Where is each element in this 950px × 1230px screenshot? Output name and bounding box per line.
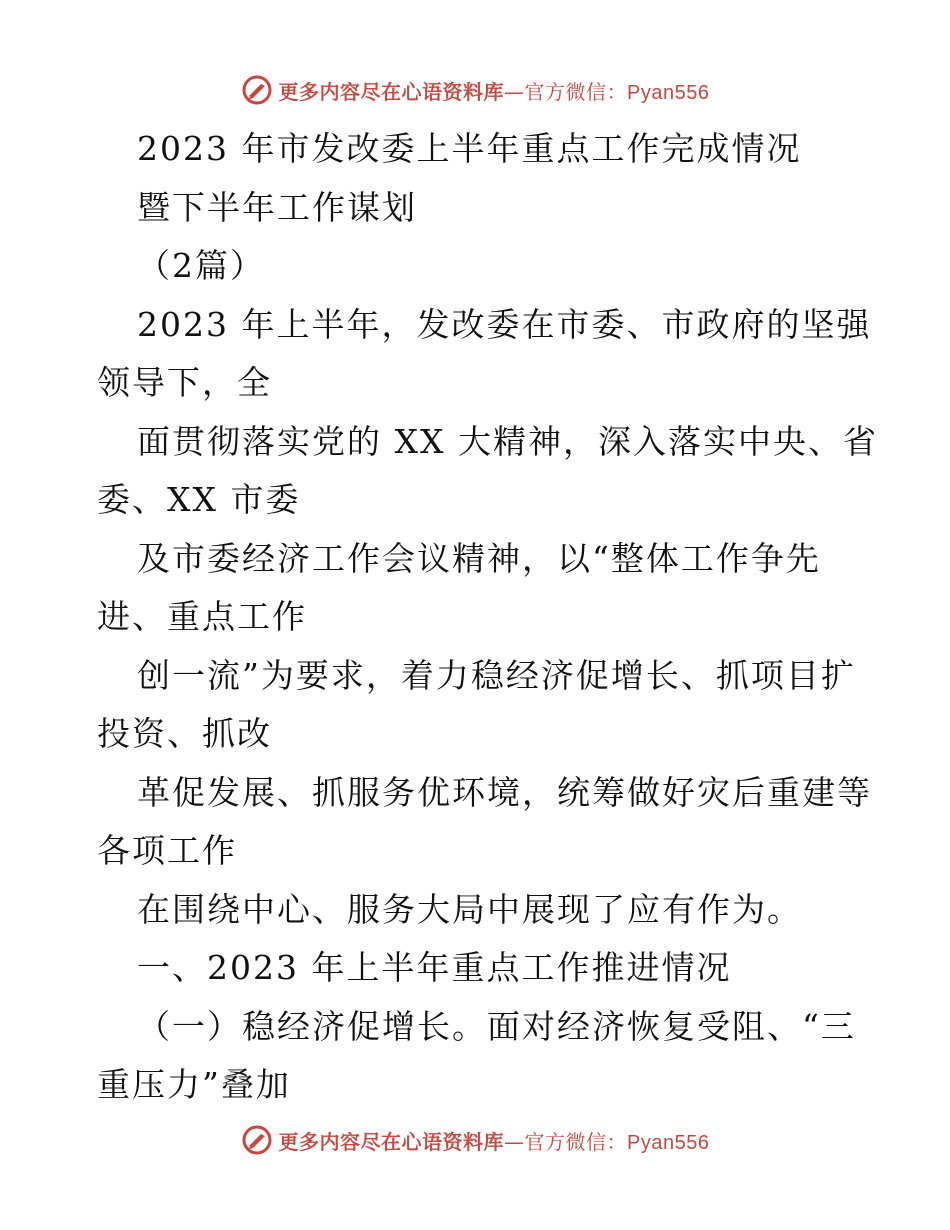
paragraph-line: 领导下，全 bbox=[97, 363, 272, 402]
paragraph-line: 重压力”叠加 bbox=[97, 1065, 291, 1104]
paragraph-line: 革促发展、抓服务优环境，统筹做好灾后重建等 bbox=[137, 772, 872, 812]
doc-title-count: （2篇） bbox=[137, 246, 265, 285]
pen-logo-icon bbox=[241, 74, 273, 106]
section-heading: 一、2023 年上半年重点工作推进情况 bbox=[137, 948, 732, 987]
paragraph-line: 进、重点工作 bbox=[97, 597, 307, 636]
doc-title-line-2: 暨下半年工作谋划 bbox=[137, 187, 417, 227]
paragraph-line: 创一流”为要求，着力稳经济促增长、抓项目扩 bbox=[137, 655, 856, 695]
paragraph-line: 2023 年上半年，发改委在市委、市政府的坚强 bbox=[137, 304, 872, 344]
watermark-text: 更多内容尽在心语资料库—官方微信：Pyan556 bbox=[278, 1129, 710, 1154]
watermark-text: 更多内容尽在心语资料库—官方微信：Pyan556 bbox=[278, 79, 710, 104]
paragraph-line: （一）稳经济促增长。面对经济恢复受阻、“三 bbox=[137, 1006, 856, 1046]
paragraph-line: 投资、抓改 bbox=[97, 714, 272, 753]
paragraph-line: 委、XX 市委 bbox=[97, 480, 301, 519]
paragraph-line: 及市委经济工作会议精神，以“整体工作争先 bbox=[137, 538, 821, 578]
document-body bbox=[97, 120, 878, 1115]
paragraph-line: 面贯彻落实党的 XX 大精神，深入落实中央、省 bbox=[137, 421, 878, 461]
watermark-banner-top bbox=[0, 70, 950, 110]
doc-title-line-1: 2023 年市发改委上半年重点工作完成情况 bbox=[137, 129, 802, 168]
pen-logo-icon bbox=[241, 1124, 273, 1156]
paragraph-line: 各项工作 bbox=[97, 831, 237, 870]
paragraph-line: 在围绕中心、服务大局中展现了应有作为。 bbox=[137, 889, 802, 929]
watermark-banner-bottom bbox=[0, 1120, 950, 1160]
